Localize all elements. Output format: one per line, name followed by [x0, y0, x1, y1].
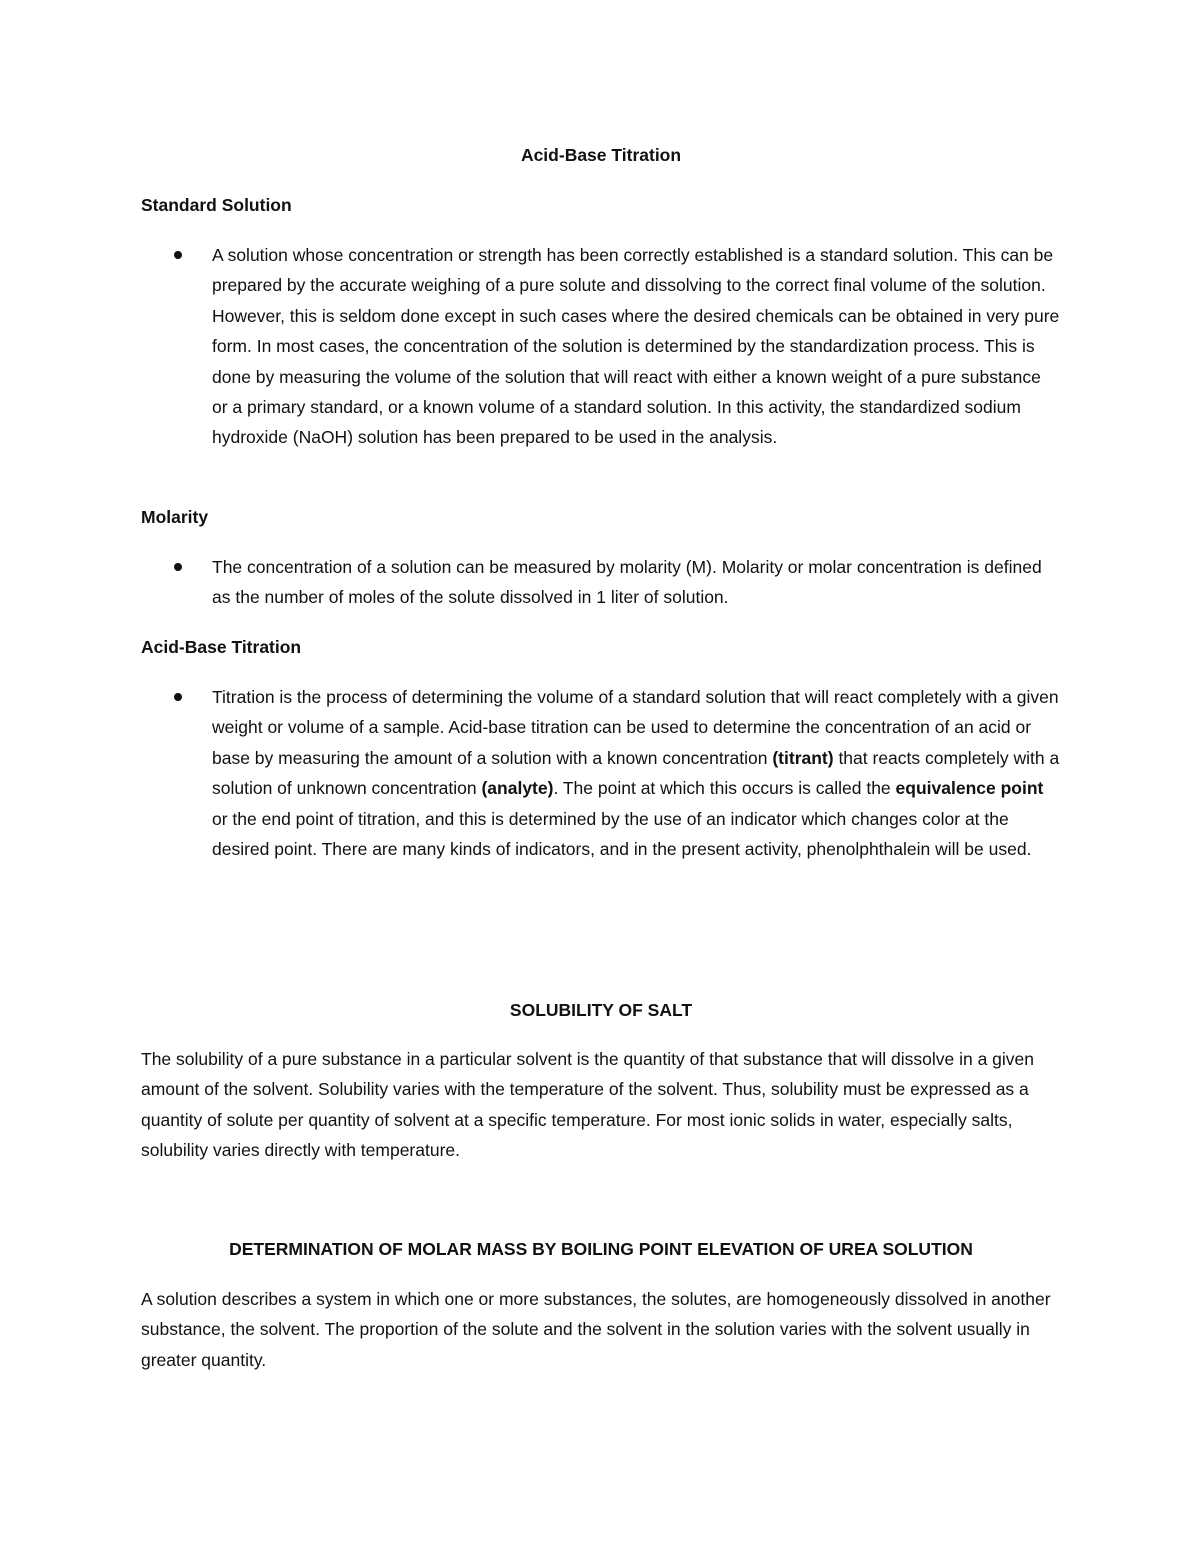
bullet-text: The concentration of a solution can be measured by molarity (M). Molarity or molar concentration is defined as the number of moles of the solute dissolved in 1 liter of solution. — [212, 557, 1042, 608]
text-run: or the end point of titration, and this is determined by the use of an indicator which changes color at the desired point. There are many kinds of indicators, and in the present activity, phenolphthalein will be used. — [212, 808, 1032, 860]
paragraph-solubility: The solubility of a pure substance in a particular solvent is the quantity of that substance that will dissolve in a given amount of the solvent. Solubility varies with the temperature of the solvent. Thus, solubility must be expressed as a quantity of solute per quantity of solvent at a specific temperature. For most ionic solids in water, especially salts, solubility varies directly with temperature. — [141, 1049, 1034, 1161]
heading-molarity: Molarity — [141, 507, 209, 527]
bullet-text — [212, 682, 1061, 864]
text-run: . The point at which this occurs is called the — [553, 778, 896, 799]
term-analyte: (analyte) — [481, 778, 554, 799]
heading-molar-mass: DETERMINATION OF MOLAR MASS BY BOILING POINT ELEVATION OF UREA SOLUTION — [229, 1239, 973, 1259]
heading-solubility: SOLUBILITY OF SALT — [509, 1000, 693, 1020]
bullet-acid-base-titration — [141, 682, 1061, 864]
paragraph-molar-mass: A solution describes a system in which one or more substances, the solutes, are homogeneously dissolved in another substance, the solvent. The proportion of the solute and the solvent in the solution varies with the solvent usually in greater quantity. — [141, 1289, 1051, 1370]
term-equivalence-point: equivalence point — [895, 778, 1044, 799]
term-titrant: (titrant) — [772, 747, 834, 768]
heading-acid-base-titration: Acid-Base Titration — [141, 637, 302, 657]
heading-standard-solution: Standard Solution — [141, 195, 292, 215]
text-run: that reacts completely with a solution of unknown concentration — [212, 747, 1060, 799]
bullet-molarity — [141, 552, 1061, 613]
bullet-standard-solution — [141, 240, 1061, 453]
bullet-icon — [174, 251, 182, 259]
document-page — [141, 0, 1061, 1553]
bullet-icon — [174, 563, 182, 571]
bullet-text: A solution whose concentration or strength has been correctly established is a standard solution. This can be prepared by the accurate weighing of a pure solute and dissolving to the correct final volume of the solution. However, this is seldom done except in such cases where the desired chemicals can be obtained in very pure form. In most cases, the concentration of the solution is determined by the standardization process. This is done by measuring the volume of the solution that will react with either a known weight of a pure substance or a primary standard, or a known volume of a standard solution. In this activity, the standardized sodium hydroxide (NaOH) solution has been prepared to be used in the analysis. — [212, 245, 1060, 448]
text-run: Titration is the process of determining the volume of a standard solution that will react completely with a given weight or volume of a sample. Acid-base titration can be used to determine the concentration of an acid or base by measuring the amount of a solution with a known concentration — [212, 687, 1059, 768]
bullet-icon — [174, 693, 182, 701]
page-title: Acid-Base Titration — [520, 145, 682, 165]
